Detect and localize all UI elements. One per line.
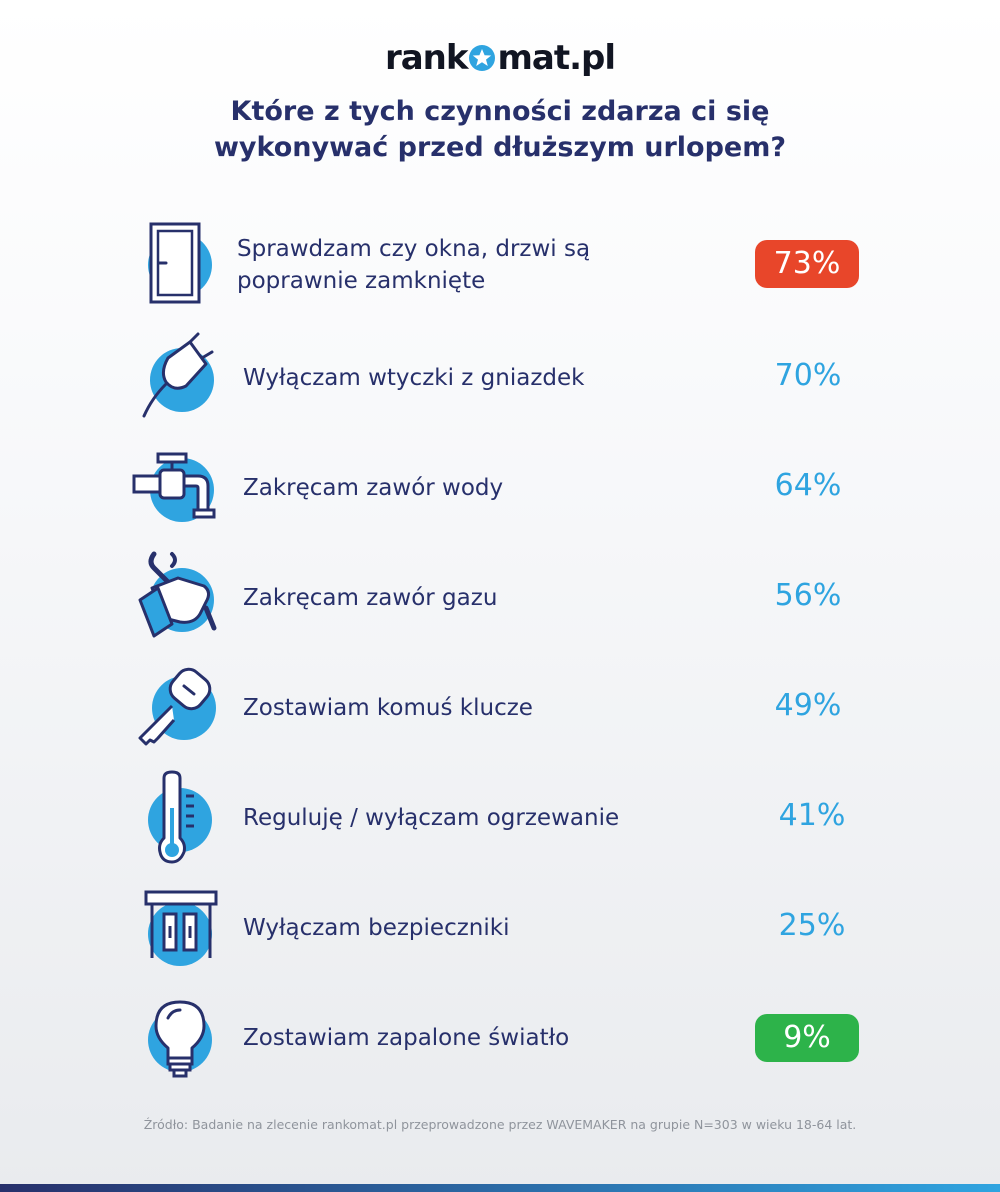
plug-icon [128,328,228,428]
logo-text-right: mat.pl [497,38,616,78]
list-item [0,213,1000,313]
item-value: 56% [774,578,842,613]
value-badge-min: 9% [755,1014,859,1062]
bottom-bar [0,1184,1000,1192]
item-value: 41% [778,798,846,833]
star-icon [467,43,497,73]
logo-text-left: rank [384,38,468,78]
thermometer-icon [128,768,228,868]
key-icon [128,658,228,758]
value-badge-max: 73% [755,240,859,288]
lightbulb-icon [128,988,228,1088]
fuse-icon [128,878,228,978]
title-line-2: wykonywać przed dłuższym urlopem? [213,132,787,163]
wrench-hand-icon [128,548,228,648]
item-label: Zostawiam zapalone światło [243,1025,570,1051]
item-label: Wyłączam wtyczki z gniazdek [243,365,585,391]
item-label: Zostawiam komuś klucze [243,695,533,721]
item-value: 49% [774,688,842,723]
page-title [0,94,1000,166]
list-item [0,548,1000,648]
faucet-icon [128,438,228,538]
list-item [0,988,1000,1088]
list-item [0,328,1000,428]
item-label: Zakręcam zawór wody [243,475,504,501]
item-value: 64% [774,468,842,503]
source-note: Źródło: Badanie na zlecenie rankomat.pl przeprowadzone przez WAVEMAKER na grupie N=303 w wieku 18-64 lat. [143,1117,857,1132]
item-label: Sprawdzam czy okna, drzwi są poprawnie zamknięte [237,236,591,294]
list-item [0,658,1000,758]
logo [0,38,1000,78]
item-value: 25% [778,908,846,943]
item-label: Wyłączam bezpieczniki [243,915,510,941]
item-label: Reguluję / wyłączam ogrzewanie [243,805,620,831]
title-line-1: Które z tych czynności zdarza ci się [230,96,770,127]
door-icon [128,213,228,313]
list-item [0,878,1000,978]
list-item [0,438,1000,538]
item-label: Zakręcam zawór gazu [243,585,498,611]
list-item [0,768,1000,868]
item-value: 70% [774,358,842,393]
